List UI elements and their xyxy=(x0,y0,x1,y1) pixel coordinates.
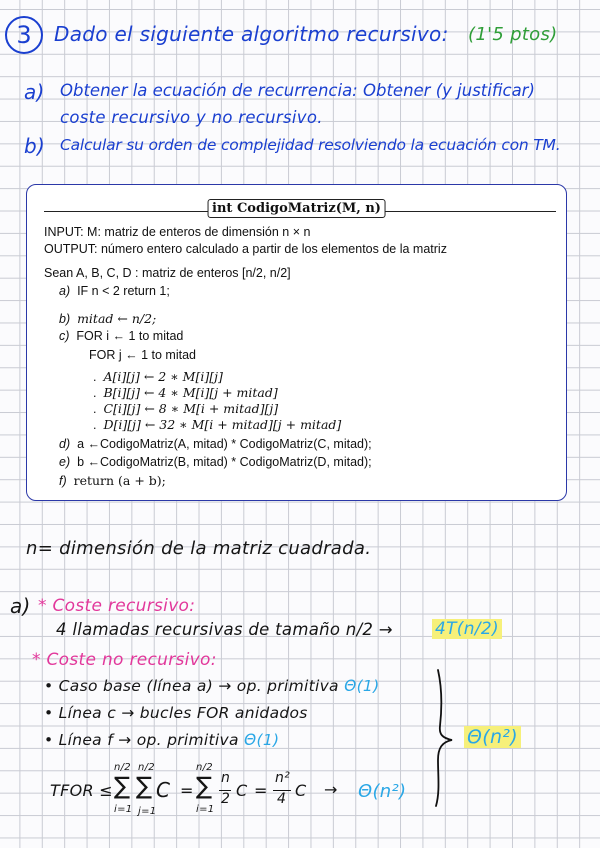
sum-i-symbol: ∑ xyxy=(114,772,131,800)
frac2-den: 4 xyxy=(277,791,287,807)
algorithm-declaration: Sean A, B, C, D : matriz de enteros [n/2, n/2] xyxy=(44,266,291,280)
nonrecursive-total xyxy=(464,726,521,748)
curly-brace-icon xyxy=(418,668,458,808)
sum-j-upper: n/2 xyxy=(138,762,155,773)
frac1-num: n xyxy=(221,770,231,786)
recursive-result xyxy=(432,619,502,639)
frac2-num: n² xyxy=(275,770,291,786)
algorithm-output: OUTPUT: número entero calculado a partir de los elementos de la matriz xyxy=(44,242,447,256)
exercise-statement: Dado el siguiente algoritmo recursivo: xyxy=(54,22,449,46)
frac1-den: 2 xyxy=(221,791,231,807)
frac1-const: C xyxy=(236,781,248,800)
task-a-line1: Obtener la ecuación de recurrencia: Obtener (y justificar) xyxy=(60,81,535,100)
algorithm-box xyxy=(26,184,567,501)
algo-line-inner-for: FOR j ← 1 to mitad xyxy=(89,348,196,362)
algo-line-assign-d: . D[i][j] ← 32 ∗ M[i + mitad][j + mitad] xyxy=(93,417,342,432)
algorithm-title: int CodigoMatriz(M, n) xyxy=(207,199,386,218)
sum-i-upper: n/2 xyxy=(114,762,131,773)
algorithm-input: INPUT: M: matriz de enteros de dimensión n × n xyxy=(44,225,311,239)
task-a-line2: coste recursivo y no recursivo. xyxy=(60,108,323,127)
sum-j-symbol: ∑ xyxy=(136,772,153,800)
recursive-result-highlight: 4T(n/2) xyxy=(432,619,502,639)
bullet-base-case: • Caso base (línea a) → op. primitiva Θ(1) xyxy=(44,677,380,695)
nonrecursive-heading: * Coste no recursivo: xyxy=(32,650,217,670)
arrow: → xyxy=(324,780,338,799)
definition-note: n= dimensión de la matriz cuadrada. xyxy=(26,538,372,559)
algo-line-b: b) mitad ← n/2; xyxy=(59,311,157,326)
recursive-text: 4 llamadas recursivas de tamaño n/2 → xyxy=(56,620,393,639)
algo-line-f: f) return (a + b); xyxy=(59,473,166,488)
algo-line-a: a) IF n < 2 return 1; xyxy=(59,284,170,298)
sum-constant: C xyxy=(156,778,171,802)
task-b-label: b) xyxy=(24,134,46,158)
tfor-label: TFOR ≤ xyxy=(50,781,113,800)
sum2-symbol: ∑ xyxy=(196,772,213,800)
sum2-lower: i=1 xyxy=(196,804,215,815)
tfor-result: Θ(n²) xyxy=(358,781,407,802)
frac2-const: C xyxy=(295,781,307,800)
algo-line-c: c) FOR i ← 1 to mitad xyxy=(59,329,184,343)
exercise-number: 3 xyxy=(5,16,43,54)
algo-line-e: e) b ←CodigoMatriz(B, mitad) * CodigoMatriz(D, mitad); xyxy=(59,455,372,469)
algo-line-assign-c: . C[i][j] ← 8 ∗ M[i + mitad][j] xyxy=(93,401,279,416)
bullet-line-c: • Línea c → bucles FOR anidados xyxy=(44,704,308,722)
recursive-heading: * Coste recursivo: xyxy=(38,596,196,616)
task-b-line: Calcular su orden de complejidad resolviendo la ecuación con TM. xyxy=(60,136,561,154)
part-a-label: a) xyxy=(10,594,31,618)
sum2-upper: n/2 xyxy=(196,762,213,773)
task-a-label: a) xyxy=(24,80,45,104)
nonrecursive-total-highlight: Θ(n²) xyxy=(464,726,521,748)
equals-2: = xyxy=(254,781,268,800)
algo-line-assign-a: . A[i][j] ← 2 ∗ M[i][j] xyxy=(93,369,223,384)
bullet-line-f: • Línea f → op. primitiva Θ(1) xyxy=(44,731,280,749)
exercise-points: (1'5 ptos) xyxy=(468,24,558,45)
algo-line-assign-b: . B[i][j] ← 4 ∗ M[i][j + mitad] xyxy=(93,385,278,400)
equals-1: = xyxy=(180,781,194,800)
sum-j-lower: j=1 xyxy=(138,806,157,817)
algo-line-d: d) a ←CodigoMatriz(A, mitad) * CodigoMatriz(C, mitad); xyxy=(59,437,372,451)
sum-i-lower: i=1 xyxy=(114,804,133,815)
